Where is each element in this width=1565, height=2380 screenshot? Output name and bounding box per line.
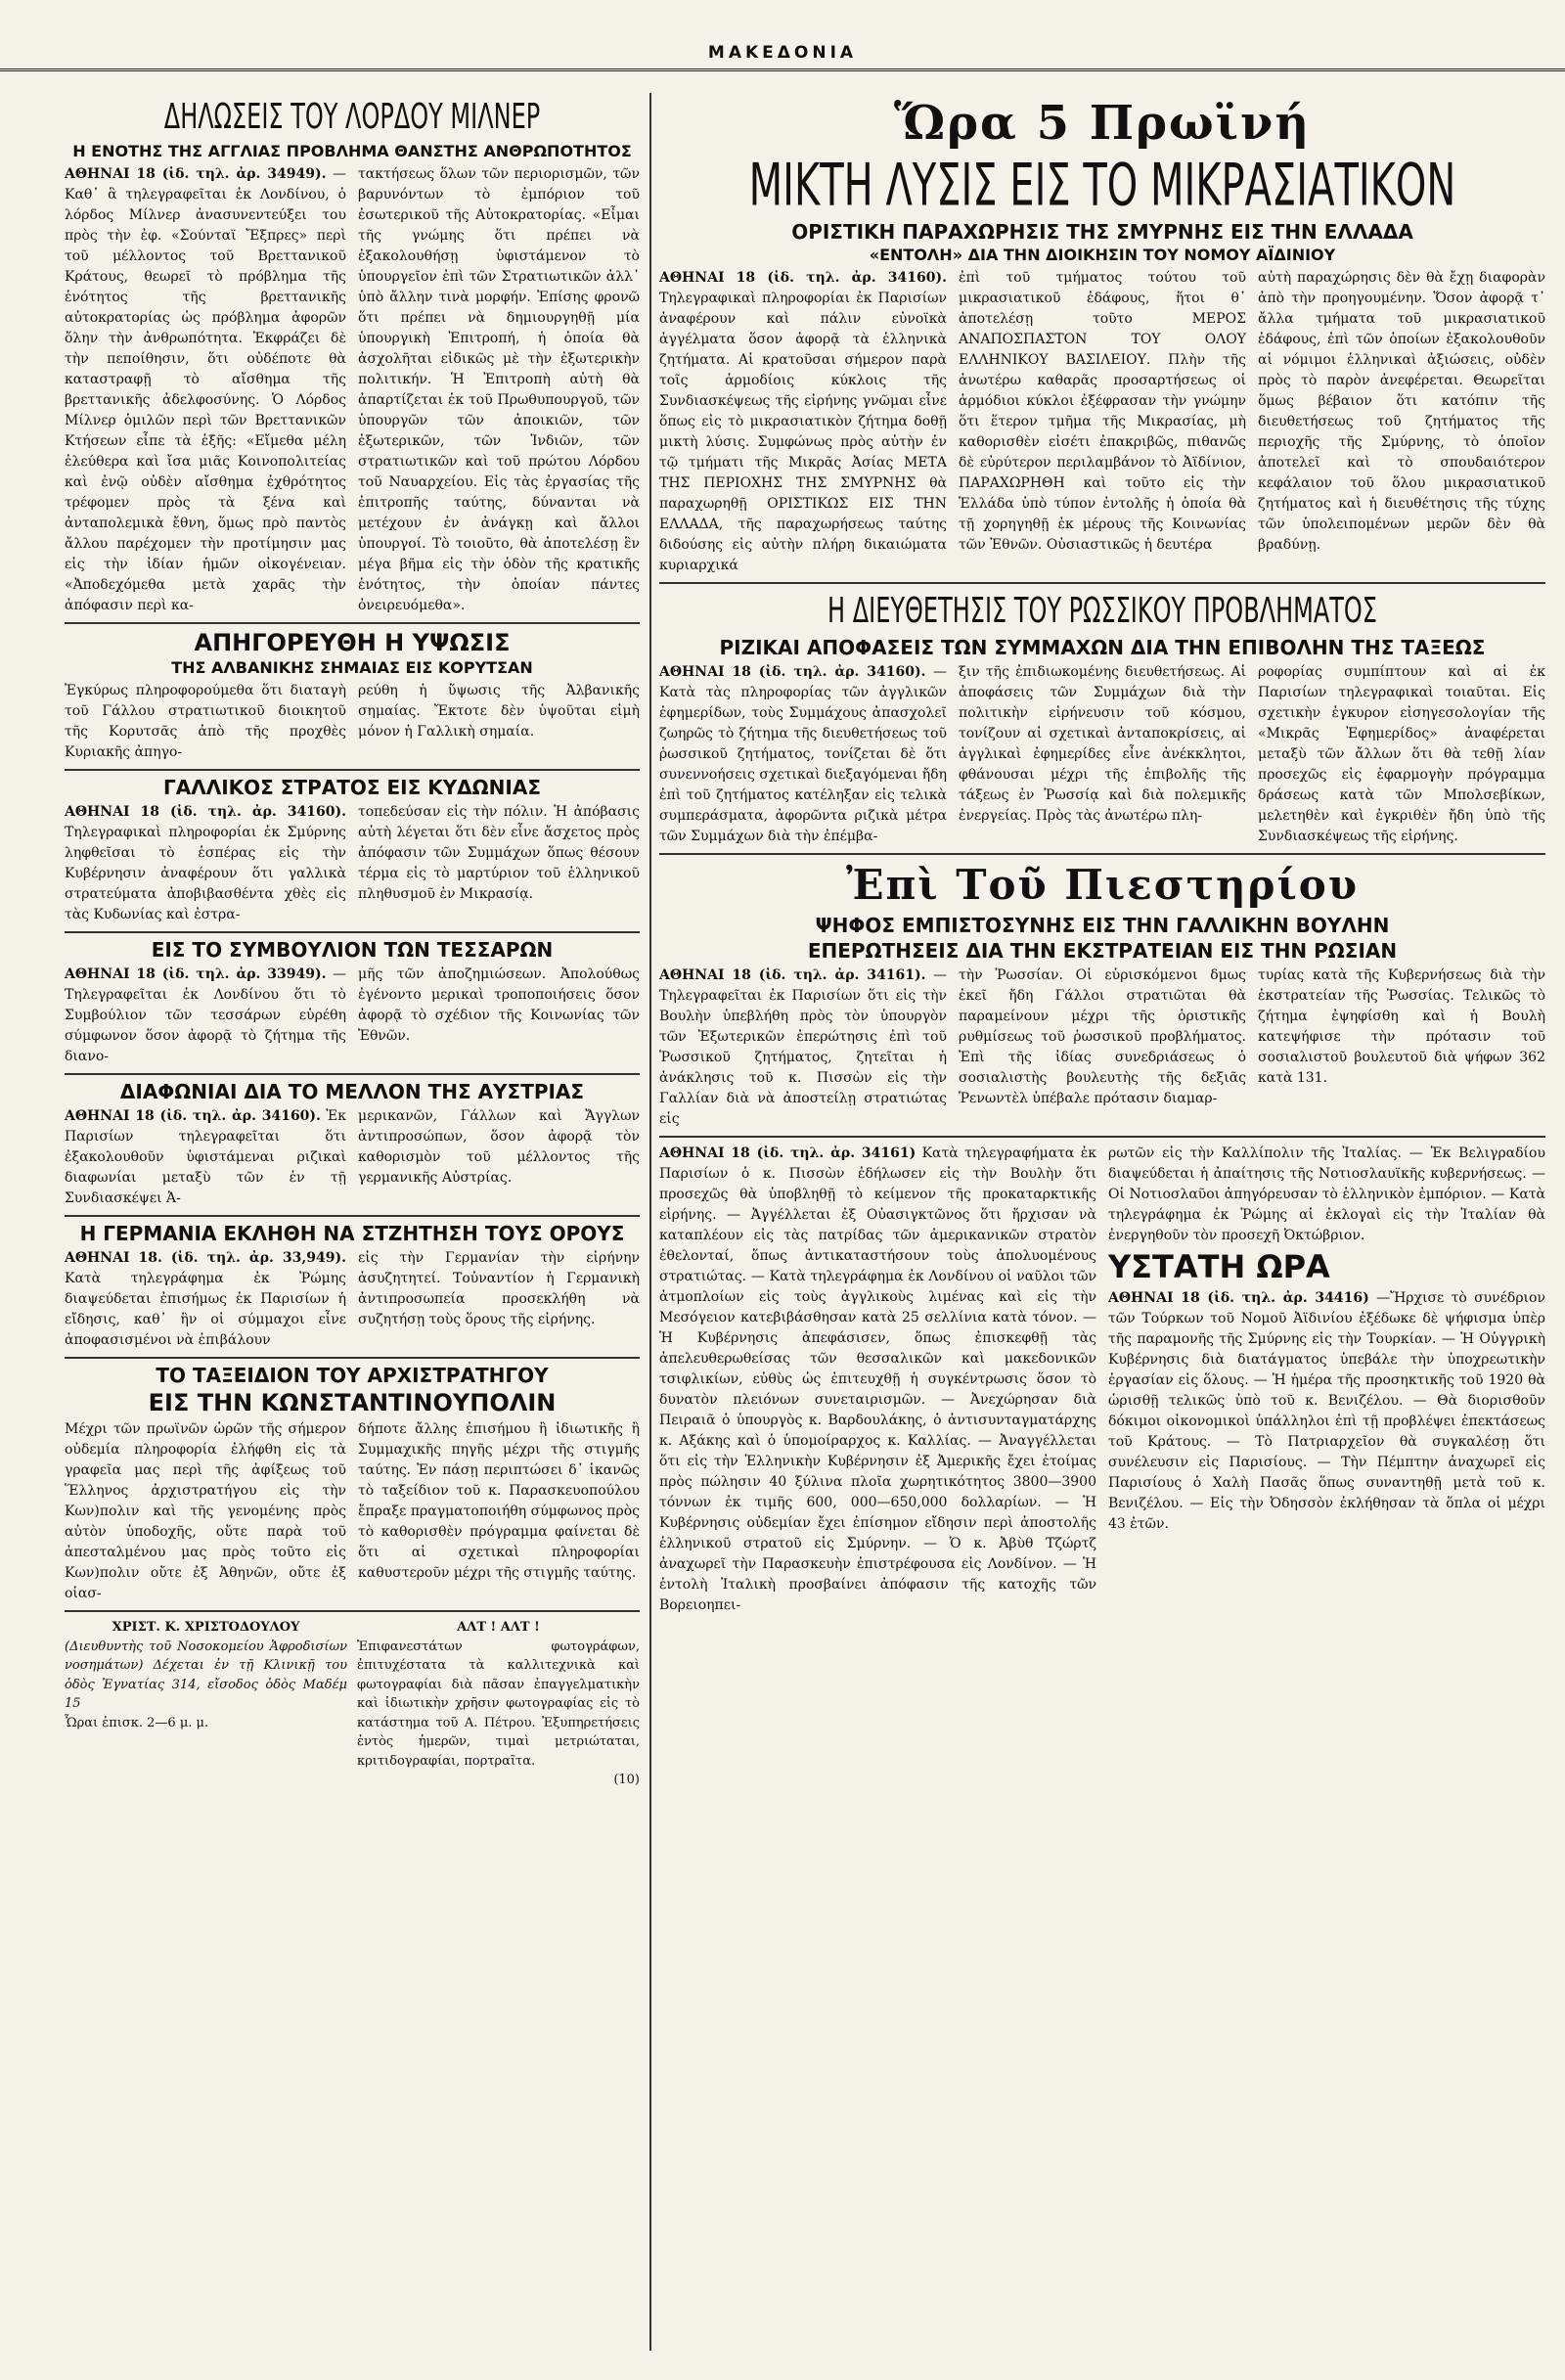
divider bbox=[65, 769, 640, 771]
article-text: μῆς τῶν ἀποζημιώσεων. Ἀπολούθως ἐγένοντο μερικαὶ τροποποιήσεις ὅσον ἀφορᾷ τὸ σχέδιον τῆς Κοινωνίας τῶν Ἐθνῶν. bbox=[358, 965, 640, 1044]
left-column bbox=[65, 90, 640, 1790]
divider bbox=[659, 582, 1545, 584]
article-headline: ΤΟ ΤΑΞΕΙΔΙΟΝ ΤΟΥ ΑΡΧΙΣΤΡΑΤΗΓΟΥ bbox=[156, 1363, 549, 1387]
article-germany bbox=[65, 1223, 640, 1351]
masthead-title: ΜΑΚΕΔΟΝΙΑ bbox=[707, 43, 858, 63]
dateline: ΑΘΗΝΑΙ 18 (ἰδ. τηλ. ἀρ. 34160). bbox=[65, 803, 346, 820]
article-text: Τηλεγραφικαὶ πληροφορίαι ἐκ Σμύρνης ληφθεῖσαι τὸ ἑσπέρας εἰς τὴν Κυβέρνησιν ἀναφέρουν ὅτι γαλλικὰ στρατεύματα ἀποβιβασθέντα χθὲς εἰς τὰς Κυδωνίας καὶ ἐστρα- bbox=[65, 824, 346, 922]
article-headline: ΜΙΚΤΗ ΛΥΣΙΣ ΕΙΣ ΤΟ ΜΙΚΡΑΣΙΑΤΙΚΟΝ bbox=[748, 152, 1456, 220]
article-text: τὴν Ῥωσσίαν. Οἱ εὑρισκόμενοι δμως ἐκεῖ ἤδη Γάλλοι στρατιῶται θὰ παραμείνουν μέχρι τῆς ὁριστικῆς ρυθμίσεως τοῦ ῥωσσικοῦ προβλήματος. Ἐπὶ τῆς ἰδίας συνεδριάσεως ὁ σοσιαλιστὴς βουλευτὴς τῆς δεξιᾶς Ῥενωντὲλ ὑπέβαλε πρότασιν διαμαρ- bbox=[959, 966, 1246, 1106]
dateline: ΑΘΗΝΑΙ 18. (ἰδ. τηλ. ἀρ. 33,949). bbox=[65, 1249, 346, 1266]
dateline: ΑΘΗΝΑΙ 18 (ἰδ. τηλ. ἀρ. 34160). bbox=[65, 1107, 321, 1124]
article-headline: ΑΠΗΓΟΡΕΥΘΗ Η ΥΨΩΣΙΣ bbox=[194, 628, 511, 656]
divider bbox=[659, 853, 1545, 855]
article-text: —Ἤρχισε τὸ συνέδριον τῶν Τούρκων τοῦ Νομοῦ Ἀϊδινίου ἐξέδωκε δὲ ψήφισμα ὑπὲρ τῆς παραμονῆς τῆς Σμύρνης εἰς τὴν Τουρκίαν. — Ἡ Οὑγγρικὴ Κυβέρνησις διὰ διατάγματος ὑπεβάλε τὴν ὑποχρεωτικὴν ἐργασίαν εἰς ὅλους. — Ἡ ἡμέρα τῆς προσηκτικῆς τοῦ 1920 θὰ ὡρισθῇ τελικῶς ὑπὸ τοῦ κ. Βενιζέλου. — Θὰ διορισθοῦν δόκιμοι οἰκονομικοὶ ὑπάλληλοι ἐπὶ τῇ προβλέψει ἐπεκτάσεως τοῦ Κράτους. — Τὸ Πατριαρχεῖον θὰ συγκαλέσῃ ὅτι συνέλευσιν εἰς Παρισίους. — Τὴν Πέμπτην ἀναχωρεῖ εἰς Παρισίους ὁ Χαλὴ Πασᾶς ὅπως συναντηθῇ μετὰ τοῦ κ. Βενιζέλου. — Εἰς τὴν Ὀδησσὸν ἐκλήθησαν τὰ ὅπλα οἱ μέχρι 43 ἐτῶν. bbox=[1108, 1290, 1545, 1533]
right-column bbox=[659, 90, 1545, 1616]
divider bbox=[65, 1357, 640, 1359]
divider bbox=[65, 622, 640, 624]
ad-hours: Ὧραι ἐπισκ. 2—6 μ. μ. bbox=[65, 1715, 209, 1730]
article-headline: ΔΙΑΦΩΝΙΑΙ ΔΙΑ ΤΟ ΜΕΛΛΟΝ ΤΗΣ ΑΥΣΤΡΙΑΣ bbox=[119, 1079, 585, 1103]
article-smyrna bbox=[659, 96, 1545, 576]
article-text: δήποτε ἄλλης ἐπισήμου ἢ ἰδιωτικῆς ἢ Συμμαχικῆς πηγῆς μέχρι τῆς στιγμῆς ταύτης. Ἐν πάσῃ περιπτώσει δ᾽ ἱκανῶς τὸ ταξείδιον τοῦ κ. Παρασκευοπούλου ἔπραξε πραγματοποιήθη σύμφωνος πρὸς τὸ καθορισθὲν πρόγραμμα φαίνεται δὲ ὅτι αἱ σχετικαὶ πληροφορίαι καθυστεροῦν μέχρι τῆς στιγμῆς ταύτης. bbox=[358, 1421, 640, 1582]
article-text: ξιν τῆς ἐπιδιωκομένης διευθετήσεως. Αἱ ἀποφάσεις τῶν Συμμάχων διὰ τὴν πολιτικὴν εἰρήνευσιν τοῦ κόσμου, τονίζουν αἱ σχετικαὶ ἀνταποκρίσεις, αἱ ἀγγλικαὶ ἐφημερίδες εἶνε ἀνέκκλητοι, φθάνουσαι μέχρι τῆς ἐπιβολῆς τῆς τάξεως ἐν Ῥωσσίᾳ καὶ διὰ πολεμικῆς ἐνεργείας. Πρὸς τὰς ἀνωτέρω πλη- bbox=[959, 663, 1246, 824]
divider bbox=[65, 1610, 640, 1612]
article-subheadline-2: «ΕΝΤΟΛΗ» ΔΙΑ ΤΗΝ ΔΙΟΙΚΗΣΙΝ ΤΟΥ ΝΟΜΟΥ ΑΪΔΙΝΙΟΥ bbox=[869, 246, 1336, 264]
article-text: —Καθ᾽ ἃ τηλεγραφεῖται ἐκ Λονδίνου, ὁ λόρδος Μίλνερ ἀνασυνεντεύξει του πρὸς τὴν ἐφ. «Σούνταϊ Ἔξπρες» περὶ τοῦ μέλλοντος τοῦ Βρεττανικοῦ Κράτους, θεωρεῖ τὸ πρόβλημα τῆς ἑνότητος τῆς βρεττανικῆς αὐτοκρατορίας ὡς πρόβλημα ἀφορῶν ὅλην τὴν ἀνθρωπότητα. Ἐκφράζει δὲ τὴν πεποίθησιν, ὅτι οὐδέποτε θὰ καταστραφῇ τὸ αἴσθημα τῆς βρεττανικῆς ἀδελφοσύνης. Ὁ Λόρδος Μίλνερ ὁμιλῶν περὶ τῶν Βρεττανικῶν Κτήσεων εἶπε τὰ ἑξῆς: «Εἴμεθα μέλη ἐλεύθερα καὶ ἴσα μιᾶς Κοινοπολιτείας καὶ ἐνῷ οὐδὲν αἴσθημα ἐχθρότητος τρέφομεν πρὸς τὰ ξένα καὶ ἀνταπολεμικὰ ἔθνη, ὅμως πρὸ παντὸς ἄλλου παρέχομεν τὴν προτίμησιν μας εἰς τὴν ἰδίαν ἡμῶν οἰκογένειαν. «Ἀποδεχόμεθα μετὰ χαρᾶς τὴν ἀπόφασιν περὶ κα- bbox=[65, 165, 346, 613]
dateline: ΑΘΗΝΑΙ 18 (ἰδ. τηλ. ἀρ. 34160). bbox=[659, 663, 926, 680]
article-subheadline: ΤΗΣ ΑΛΒΑΝΙΚΗΣ ΣΗΜΑΙΑΣ ΕΙΣ ΚΟΡΥΤΣΑΝ bbox=[171, 658, 533, 678]
article-subheadline: ΕΙΣ ΤΗΝ ΚΩΝΣΤΑΝΤΙΝΟΥΠΟΛΙΝ bbox=[148, 1388, 557, 1416]
article-subheadline: ΟΡΙΣΤΙΚΗ ΠΑΡΑΧΩΡΗΣΙΣ ΤΗΣ ΣΜΥΡΝΗΣ ΕΙΣ ΤΗΝ ΕΛΛΑΔΑ bbox=[791, 220, 1413, 244]
article-text: Ἐκ Παρισίων τηλεγραφεῖται ὅτι ἐξακολουθοῦν ὑφιστάμεναι ριζικαὶ διαφωνίαι μεταξὺ τῶν ἐν τῇ Συνδιασκέψει Ἀ- bbox=[65, 1107, 346, 1206]
news-briefs bbox=[659, 1144, 1545, 1616]
article-text: Τηλεγραφικαὶ πληροφορίαι ἐκ Παρισίων ἀναφέρουν καὶ πάλιν εὐνοϊκὰ ἀγγέλματα ὅσον ἀφορᾷ τὰ ἑλληνικὰ ζητήματα. Αἱ κρατοῦσαι σήμερον παρὰ τοῖς ἁρμοδίοις κύκλοις τῆς Συνδιασκέψεως τῆς εἰρήνης γνῶμαι εἶνε ὅπως εἰς τὸ μικρασιατικὸν ζήτημα δοθῇ μικτὴ λύσις. Συμφώνως πρὸς αὐτὴν ἐν τῷ τμήματι τῆς Μικρᾶς Ἀσίας ΜΕΤΑ ΤΗΣ ΠΕΡΙΟΧΗΣ ΤΗΣ ΣΜΥΡΝΗΣ θὰ παραχωρηθῇ ΟΡΙΣΤΙΚΩΣ ΕΙΣ ΤΗΝ ΕΛΛΑΔΑ, τῆς παραχωρήσεως ταύτης διδούσης εἰς αὐτὴν πλήρη δικαιώματα κυριαρχικά bbox=[659, 290, 947, 573]
dateline: ΑΘΗΝΑΙ 18 (ἰδ. τηλ. ἀρ. 34161). bbox=[659, 966, 926, 983]
ad-name: ΧΡΙΣΤ. Κ. ΧΡΙΣΤΟΔΟΥΛΟΥ bbox=[112, 1620, 300, 1636]
divider bbox=[65, 931, 640, 933]
article-french-chamber bbox=[659, 861, 1545, 1130]
dateline: ΑΘΗΝΑΙ 18 (ἰδ. τηλ. ἀρ. 34161) bbox=[659, 1145, 917, 1161]
article-austria bbox=[65, 1081, 640, 1209]
article-text: Κατὰ τηλεγραφήματα ἐκ Παρισίων ὁ κ. Πισσὼν ἐδήλωσεν εἰς τὴν Βουλὴν ὅτι προσεχῶς θὰ ὑποβληθῇ τὸ κείμενον τῆς προκαταρκτικῆς εἰρήνης. — Ἀγγέλλεται ἐξ Οὐασιγκτῶνος ὅτι ἤρχισαν νὰ καταπλέουν εἰς τὰς πατρίδας τῶν ἀμερικανικῶν στρατὸν ἐθελονταί, ὅπως ἀντικαταστήσουν τοὺς ἀπολυομένους στρατιώτας. — Κατὰ τηλεγράφημα ἐκ Λονδίνου οἱ ναῦλοι τῶν ἀτμοπλοίων εἰς τοὺς ἀγγλικοὺς λιμένας καὶ εἰς τὴν Μεσόγειον κατεβιβάσθησαν κατὰ 25 σελλίνια κατὰ τόνον. — Ἡ Κυβέρνησις ἀπεφάσισεν, ὅπως ἐπισκεφθῇ τὰς ἀπελευθερωθείσας τῶν θεσσαλικῶν καὶ μακεδονικῶν τσιφλικίων, εὐθὺς ὡς ἐπιτευχθῇ ἡ συγκέντρωσις ὅσον τὸ δυνατὸν πλειόνων συνεταιρισμῶν. — Ἀνεχώρησαν διὰ Πειραιᾶ ὁ ὑπουργὸς κ. Βαρδουλάκης, ὁ ἀντισυνταγματάρχης κ. Αξάκης καὶ ὁ ὑπομοίραρχος κ. Καλλίας. — Ἀναγγέλλεται ὅτι εἰς τὴν Ἑλληνικὴν Κυβέρνησιν ἐξ Ἀμερικῆς ἔχει ἐτοίμας πρὸς πώλησιν 40 ξύλινα πλοῖα χωρητικότητος 3800—3900 τόννων ἐκ τιμῆς 600, 000—650,000 δολλαρίων. — Ἡ Κυβέρνησις οὐδεμίαν ἔχει ἐπίσημον εἴδησιν περὶ ἀποστολῆς ἑλληνικοῦ στρατοῦ εἰς Σμύρνην. — Ὁ κ. Ἀβὺθ Τζώρτζ ἀναχωρεῖ τὴν Παρασκευὴν ἐπιστρέφουσα εἰς Λονδίνον. — Ἡ ἐντολὴ Ἰταλικὴ προσβαίνει ἀπόφασιν τῆς κατοχῆς τῶν Βορειοηπει- bbox=[659, 1145, 1096, 1613]
article-subheadline: ΡΙΖΙΚΑΙ ΑΠΟΦΑΣΕΙΣ ΤΩΝ ΣΥΜΜΑΧΩΝ ΔΙΑ ΤΗΝ ΕΠΙΒΟΛΗΝ ΤΗΣ ΤΑΞΕΩΣ bbox=[719, 635, 1486, 659]
article-text: ρεύθη ἡ ὕψωσις τῆς Ἀλβανικῆς σημαίας. Ἔκτοτε δὲν ὑψοῦται εἰμὴ μόνον ἡ Γαλλικὴ σημαία. bbox=[358, 682, 640, 740]
article-text: αὐτὴ παραχώρησις δὲν θὰ ἔχῃ διαφορὰν ἀπὸ τὴν προηγουμένην. Ὅσον ἀφορᾷ τ᾽ ἄλλα τμήματα τοῦ μικρασιατικοῦ ἐδάφους, ἐπὶ τῶν ὁποίων ἐξακολουθοῦν αἱ νόμιμοι ἑλληνικαὶ ἀξιώσεις, οὐδὲν πρὸς τὸ παρὸν ἀνεφέρεται. Θεωρεῖται ὅμως βέβαιον ὅτι κατόπιν τῆς διευθετήσεως τοῦ ζητήματος τῆς περιοχῆς τῆς Σμύρνης, τὸ ὁποῖον ἀποτελεῖ καὶ τὸ σπουδαιότερον κεφάλαιον τοῦ ὅλου μικρασιατικοῦ ζητήματος καὶ ἡ διευθέτησις τῆς τύχης τῶν ὑπολειπομένων μερῶν δὲν θὰ βραδύνῃ. bbox=[1258, 269, 1545, 553]
article-headline: ΓΑΛΛΙΚΟΣ ΣΤΡΑΤΟΣ ΕΙΣ ΚΥΔΩΝΙΑΣ bbox=[163, 775, 541, 799]
article-kydonies bbox=[65, 777, 640, 925]
article-headline: Η ΓΕΡΜΑΝΙΑ ΕΚΛΗΘΗ ΝΑ ΣΤΖΗΤΗΣΗ ΤΟΥΣ ΟΡΟΥΣ bbox=[79, 1221, 625, 1245]
article-text: —Τηλεγραφεῖται ἐκ Λονδίνου ὅτι τὸ Συμβούλιον τῶν τεσσάρων εὑρέθη σύμφωνον ὅσον ἀφορᾷ τὸ ζήτημα τῆς διανο- bbox=[65, 965, 346, 1064]
photo-ad bbox=[357, 1618, 640, 1790]
article-text: ροφορίας συμπίπτουν καὶ αἱ ἐκ Παρισίων τηλεγραφικαὶ τοιαῦται. Εἰς σχετικὴν ἐγκυρον εἰσηγεσολογίαν τῆς «Μικρᾶς Ἐφημερίδος» ἀναφέρεται μεταξὺ τῶν ἄλλων ὅτι θὰ τεθῇ λίαν προσεχῶς εἰς ἐφαρμογὴν πρόγραμμα δράσεως κατὰ τῶν Μπολσεβίκων, μελετηθὲν καὶ ἐγκριθὲν ἤδη ὑπὸ τῆς Συνδιασκέψεως τῆς εἰρήνης. bbox=[1258, 663, 1545, 844]
column-divider bbox=[649, 93, 651, 2351]
article-text: Ἐγκύρως πληροφορούμεθα ὅτι διαταγὴ τοῦ Γάλλου στρατιωτικοῦ διοικητοῦ τῆς Κορυτσᾶς ἀπὸ τῆς προχθὲς Κυριακῆς ἀπηγο- bbox=[65, 682, 346, 760]
article-commander-trip bbox=[65, 1365, 640, 1604]
article-text: ρωτῶν εἰς τὴν Καλλίπολιν τῆς Ἰταλίας. — Ἐκ Βελιγραδίου διαψεύδεται ἡ ἀπαίτησις τῆς Νοτιοσλαυϊκῆς κυβερνήσεως. — Οἱ Νοτιοσλαῦοι ἀπηγόρευσαν τὸ ἑλληνικὸν ἐμπόριον. — Κατὰ τηλεγράφημα ἐκ Ῥώμης αἱ ἐκλογαὶ εἰς τὴν Ἰταλίαν θὰ ἐνεργηθοῦν τὸν προσεχῆ Ὀκτώβριον. bbox=[1108, 1145, 1545, 1243]
article-text: τακτήσεως ὅλων τῶν περιορισμῶν, τῶν βαρυνόντων τὸ ἐμπόριον τοῦ ἐσωτερικοῦ τῆς Αὐτοκρατορίας. «Εἶμαι τῆς γνώμης ὅτι πρέπει νὰ ἐξακολουθήσῃ ὑφιστάμενον τὸ ὑπουργεῖον ἐπὶ τῶν Στρατιωτικῶν ἀλλ᾽ ὑπὸ ἄλλην τινὰ μορφήν. Ἐπίσης φρονῶ ὅτι πρέπει νὰ δημιουργηθῇ μία ὑπουργικὴ Ἐπιτροπή, ἡ ὁποία θὰ ἀσχολῆται εἰδικῶς μὲ τὴν ἐξωτερικὴν πολιτικήν. Ἡ Ἐπιτροπὴ αὐτὴ θὰ ἀπαρτίζεται ἐκ τοῦ Πρωθυπουργοῦ, τῶν ὑπουργῶν τῶν ἀποικιῶν, τῶν ἐξωτερικῶν, τῶν Ἰνδιῶν, τῶν στρατιωτικῶν καὶ τοῦ πρώτου Λόρδου τοῦ Ναυαρχείου. Εἰς τὰς ἐργασίας τῆς ἐπιτροπῆς ταύτης, δύνανται νὰ μετέχουν ἐν ἀνάγκῃ καὶ ἄλλοι ὑπουργοί. Τὸ τοιοῦτο, θὰ ἀποτελέσῃ ἓν μέγα βῆμα εἰς τὴν ὁδὸν τῆς κρατικῆς ἑνότητος, τὴν ὁποίαν πάντες ὀνειρευόμεθα». bbox=[358, 165, 640, 613]
ad-number: (10) bbox=[613, 1773, 640, 1788]
article-headline: ΕΙΣ ΤΟ ΣΥΜΒΟΥΛΙΟΝ ΤΩΝ ΤΕΣΣΑΡΩΝ bbox=[151, 937, 554, 962]
latest-hour-headline: ΥΣΤΑΤΗ ΩΡΑ bbox=[1108, 1247, 1330, 1285]
masthead bbox=[0, 0, 1565, 71]
article-text: τοπεδεύσαν εἰς τὴν πόλιν. Ἡ ἀπόβασις αὐτὴ λέγεται ὅτι δὲν εἶνε ἄσχετος πρὸς ἀπόφασιν τῶν Συμμάχων ὅπως θέσουν τέρμα εἰς τὸ μαρτύριον τοῦ ἑλληνικοῦ πληθυσμοῦ ἐν Μικρασίᾳ. bbox=[358, 803, 640, 902]
divider bbox=[65, 1215, 640, 1217]
article-headline: Η ΔΙΕΥΘΕΤΗΣΙΣ ΤΟΥ ΡΩΣΣΙΚΟΥ ΠΡΟΒΛΗΜΑΤΟΣ bbox=[827, 589, 1377, 631]
dateline: ΑΘΗΝΑΙ 18 (ἰδ. τηλ. ἀρ. 34416) bbox=[1108, 1290, 1369, 1307]
article-text: Μέχρι τῶν πρωϊνῶν ὡρῶν τῆς σήμερον οὐδεμία πληροφορία ἐλήφθη εἰς τὰ γραφεῖα μας περὶ τῆς ἀφίξεως τοῦ Ἕλληνος ἀρχιστρατήγου εἰς τὴν Κων)πολιν καὶ τῆς γενομένης πρὸς αὐτὸν ὑποδοχῆς, οὔτε παρὰ τοῦ ἀπεσταλμένου μας πρὸς τοῦτο εἰς Κων)πολιν οὔτε ἐξ Ἀθηνῶν, οὔτε ἐξ οἱασ- bbox=[65, 1421, 346, 1602]
article-text: τυρίας κατὰ τῆς Κυβερνήσεως διὰ τὴν ἐκστρατείαν τῆς Ῥωσσίας. Τελικῶς τὸ ζήτημα ἐψηφίσθη καὶ ἡ Βουλὴ κατεψήφισε τὴν πρότασιν τοῦ σοσιαλιστοῦ βουλευτοῦ διὰ ψήφων 362 κατὰ 131. bbox=[1258, 966, 1545, 1086]
ad-text: Ἐπιφανεστάτων φωτογράφων, ἐπιτυχέστατα τὰ καλλιτεχνικὰ καὶ φωτογραφίαι διὰ πᾶσαν ἐπαγγελματικὴν καὶ ἰδιωτικὴν χρῆσιν φωτογραφίας εἰς τὸ κατάστημα τοῦ Α. Πέτρου. Ἐξυπηρετήσεις ἐντὸς ἡμερῶν, τιμαὶ μετριώταται, κριτιδογραφίαι, πορτραῖτα. bbox=[357, 1639, 640, 1769]
dateline: ΑΘΗΝΑΙ 18 (ἰδ. τηλ. ἀρ. 33949). bbox=[65, 965, 327, 982]
article-text: Κατὰ τηλεγράφημα ἐκ Ῥώμης διαψεύδεται ἐπισήμως ἐκ Παρισίων ἡ εἴδησις, καθ᾽ ἣν οἱ σύμμαχοι εἶνε ἀποφασισμένοι νὰ ἐπιβάλουν bbox=[65, 1270, 346, 1348]
article-text: μερικανῶν, Γάλλων καὶ Ἄγγλων ἀντιπροσώπων, ὅσον ἀφορᾷ τὸν καθορισμὸν τοῦ μέλλοντος τῆς γερμανικῆς Αὐστρίας. bbox=[358, 1107, 640, 1186]
article-text: εἰς τὴν Γερμανίαν τὴν εἰρήνην ἀσυζητητεί. Τοὐναντίον ἡ Γερμανικὴ ἀντιπροσωπεία προσεκλήθη νὰ συζητήσῃ τοὺς ὅρους τῆς εἰρήνης. bbox=[358, 1249, 640, 1327]
ad-text: (Διευθυντὴς τοῦ Νοσοκομείου Ἀφροδισίων νοσημάτων) Δέχεται ἐν τῇ Κλινικῇ του ὁδὸς Ἐγνατίας 314, εἴσοδος ὁδὸς Μαδέμ 15 bbox=[65, 1639, 347, 1712]
doctor-ad bbox=[65, 1618, 347, 1790]
classified-ads bbox=[65, 1618, 640, 1790]
article-milner bbox=[65, 95, 640, 616]
article-text: —Τηλεγραφεῖται ἐκ Παρισίων ὅτι εἰς τὴν Βουλὴν ὑπεβλήθη πρὸς τὸν ὑπουργὸν τῶν Ἐξωτερικῶν ἐπερώτησις ἐπὶ τοῦ Ῥωσσικοῦ ζητήματος, ζητεῖται ἡ ἀνάκλησις τοῦ κ. Πισσὼν εἰς τὴν Γαλλίαν διὰ νὰ ἀποστείλῃ στρατιώτας εἰς bbox=[659, 966, 947, 1127]
press-banner: Ἐπὶ Τοῦ Πιεστηρίου bbox=[846, 860, 1359, 909]
article-albanian-flag bbox=[65, 630, 640, 763]
divider bbox=[65, 1073, 640, 1075]
dateline: ΑΘΗΝΑΙ 18 (ἰδ. τηλ. ἀρ. 34949). bbox=[65, 165, 327, 182]
divider bbox=[659, 1136, 1545, 1138]
article-russia bbox=[659, 589, 1545, 847]
article-headline: ΔΗΛΩΣΕΙΣ ΤΟΥ ΛΟΡΔΟΥ ΜΙΛΝΕΡ bbox=[163, 95, 541, 137]
dateline: ΑΘΗΝΑΙ 18 (ἰδ. τηλ. ἀρ. 34160). bbox=[659, 269, 947, 286]
late-edition-banner: Ὥρα 5 Πρωϊνή bbox=[893, 96, 1312, 151]
article-text: ἐπὶ τοῦ τμήματος τούτου τοῦ μικρασιατικοῦ ἐδάφους, ἥτοι θ᾽ ἀποτελέσῃ τοῦτο ΜΕΡΟΣ ΑΝΑΠΟΣΠΑΣΤΟΝ ΤΟΥ ΟΛΟΥ ΕΛΛΗΝΙΚΟΥ ΒΑΣΙΛΕΙΟΥ. Πλὴν τῆς ἀνωτέρω καθαρᾶς προσαρτήσεως οἱ ἁρμόδιοι κύκλοι ἐξέφρασαν τὴν γνώμην ὅτι ἕτερον τμῆμα τῆς Μικρασίας, μὴ καθορισθὲν εἰσέτι ἐπακριβῶς, πιθανῶς δὲ εὐρύτερον περιλαμβάνον τὸ Ἀϊδίνιον, ΠΑΡΑΧΩΡΗΘΗ καὶ τοῦτο εἰς τὴν Ἑλλάδα ὑπὸ τύπον ἐντολῆς ἡ ὁποία θὰ τῇ χορηγηθῇ ἐκ μέρους τῆς Κοινωνίας τῶν Ἐθνῶν. Οὐσιαστικῶς ἡ δευτέρα bbox=[959, 269, 1246, 553]
article-subheadline: ΕΠΕΡΩΤΗΣΕΙΣ ΔΙΑ ΤΗΝ ΕΚΣΤΡΑΤΕΙΑΝ ΕΙΣ ΤΗΝ ΡΩΣΙΑΝ bbox=[807, 938, 1398, 963]
article-subheadline: Η ΕΝΟΤΗΣ ΤΗΣ ΑΓΓΛΙΑΣ ΠΡΟΒΛΗΜΑ ΘΑΝΣΤΗΣ ΑΝΘΡΩΠΟΤΗΤΟΣ bbox=[72, 142, 632, 161]
ad-title: ΑΛΤ ! ΑΛΤ ! bbox=[457, 1620, 540, 1636]
article-headline: ΨΗΦΟΣ ΕΜΠΙΣΤΟΣΥΝΗΣ ΕΙΣ ΤΗΝ ΓΑΛΛΙΚΗΝ ΒΟΥΛΗΝ bbox=[815, 913, 1390, 937]
article-council-of-four bbox=[65, 939, 640, 1067]
article-text: —Κατὰ τὰς πληροφορίας τῶν ἀγγλικῶν ἐφημερίδων, τοὺς Συμμάχους ἀπασχολεῖ ζωηρῶς τὸ ζήτημα τῆς διευθετήσεως τοῦ ῥωσσικοῦ ζητήματος, τονίζεται δὲ ὅτι συνεννοήσεις σχετικαὶ διεξαγόμεναι ἤδη ἐπὶ τοῦ ζητήματος κατέληξαν εἰς τελικὰ συμπεράσματα, ἀφορῶντα ριζικὰ μέτρα τῶν Συμμάχων διὰ τὴν ἐπέμβα- bbox=[659, 663, 947, 844]
